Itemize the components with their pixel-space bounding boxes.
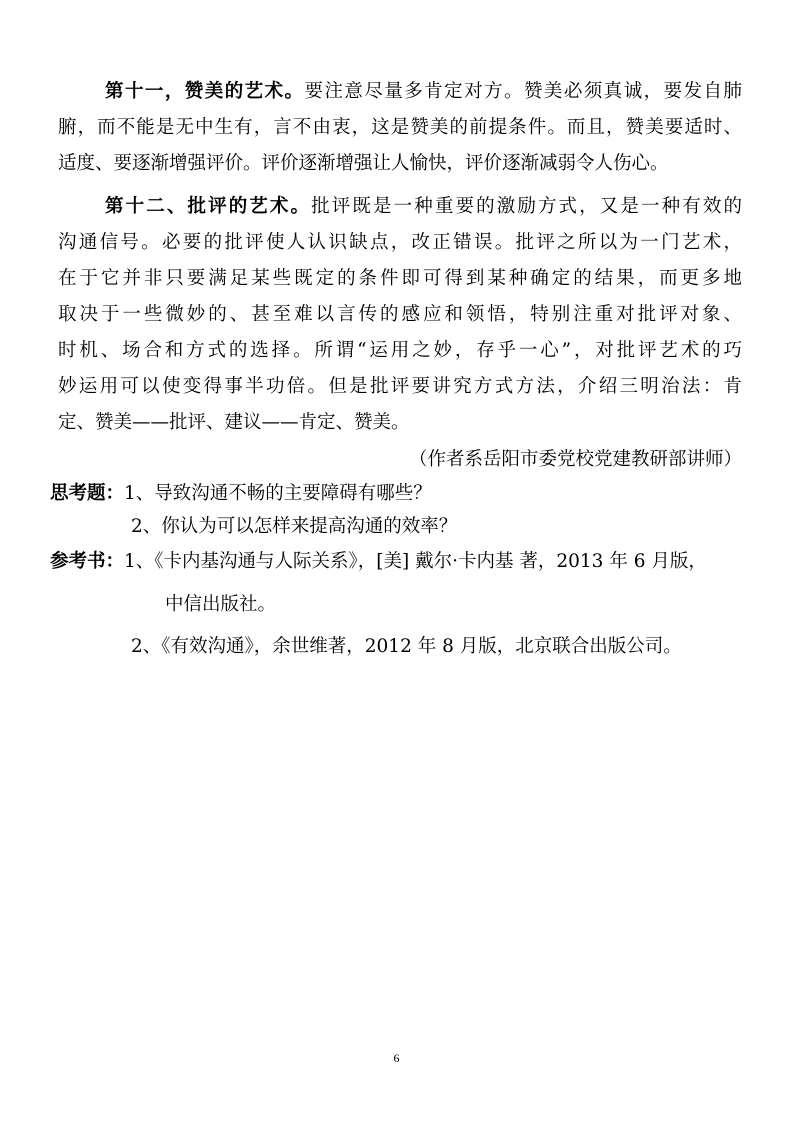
section12-line-3: 在于它并非只要满足某些既定的条件即可得到某种确定的结果，而更多地 xyxy=(58,268,742,289)
section11-line-2: 腑，而不能是无中生有，言不由衷，这是赞美的前提条件。而且，赞美要适时、 xyxy=(58,117,742,138)
section12-line-2: 沟通信号。必要的批评使人认识缺点，改正错误。批评之所以为一门艺术， xyxy=(58,232,742,253)
author-note: （作者系岳阳市委党校党建教研部讲师） xyxy=(408,449,742,470)
section11-line-1 xyxy=(105,81,742,103)
reference-item-1: 1、《卡内基沟通与人际关系》，[美] 戴尔·卡内基 著，2013 年 6 月版， xyxy=(124,551,707,572)
section12-line-1 xyxy=(105,196,742,218)
references-label: 参考书： xyxy=(50,551,125,572)
section12-heading: 第十二、批评的艺术。 xyxy=(105,196,312,217)
section12-line-7: 定、赞美——批评、建议——肯定、赞美。 xyxy=(58,412,410,433)
question-item-1: 1、导致沟通不畅的主要障碍有哪些？ xyxy=(124,483,432,504)
section12-line-4: 取决于一些微妙的、甚至难以言传的感应和领悟，特别注重对批评对象、 xyxy=(58,304,742,325)
section11-line-3: 适度、要逐渐增强评价。评价逐渐增强让人愉快，评价逐渐减弱令人伤心。 xyxy=(58,153,669,174)
section11-heading: 第十一，赞美的艺术。 xyxy=(105,81,305,102)
question-item-2: 2、你认为可以怎样来提高沟通的效率？ xyxy=(131,516,458,537)
reference-item-1-cont: 中信出版社。 xyxy=(165,594,277,615)
reference-item-2: 2、《有效沟通》，余世维著，2012 年 8 月版，北京联合出版公司。 xyxy=(131,636,682,657)
section12-line-5: 时机、场合和方式的选择。所谓“运用之妙，存乎一心”，对批评艺术的巧 xyxy=(58,340,742,361)
page-number: 6 xyxy=(393,1051,400,1065)
section12-line-6: 妙运用可以使变得事半功倍。但是批评要讲究方式方法，介绍三明治法：肯 xyxy=(58,376,742,397)
questions-label: 思考题： xyxy=(50,483,125,504)
questions-line-1 xyxy=(50,483,432,505)
references-line-1 xyxy=(50,551,707,573)
section11-text: 要注意尽量多肯定对方。赞美必须真诚，要发自肺 xyxy=(304,81,742,102)
section12-text: 批评既是一种重要的激励方式，又是一种有效的 xyxy=(311,196,742,217)
